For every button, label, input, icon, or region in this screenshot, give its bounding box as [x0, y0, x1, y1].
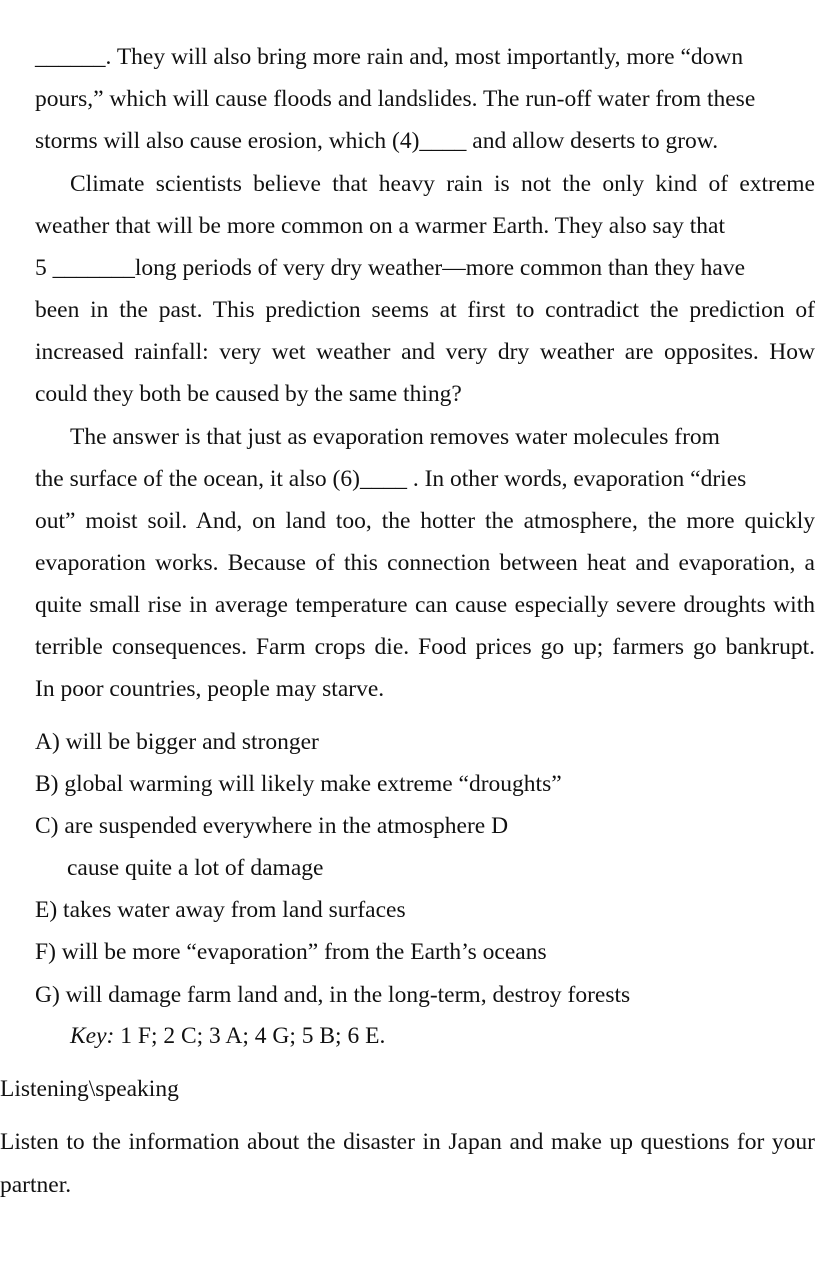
section-heading: Listening\speaking	[0, 1076, 179, 1102]
instruction-line: partner.	[0, 1172, 72, 1198]
option-e: E) takes water away from land surfaces	[35, 897, 406, 923]
option-b: B) global warming will likely make extreme “droughts”	[35, 771, 562, 797]
passage-line: In poor countries, people may starve.	[35, 676, 385, 702]
passage-line: been in the past. This prediction seems at first to contradict the prediction of	[35, 297, 815, 323]
passage-line: the surface of the ocean, it also (6)____ . In other words, evaporation “dries	[35, 466, 747, 492]
passage-line: evaporation works. Because of this connection between heat and evaporation, a	[35, 550, 815, 576]
passage-line: pours,” which will cause floods and landslides. The run-off water from these	[35, 86, 756, 112]
passage-line: Climate scientists believe that heavy rain is not the only kind of extreme	[70, 171, 815, 197]
option-c: C) are suspended everywhere in the atmosphere D	[35, 813, 509, 839]
passage-line: could they both be caused by the same thing?	[35, 381, 462, 407]
option-a: A) will be bigger and stronger	[35, 729, 319, 755]
passage-line: weather that will be more common on a warmer Earth. They also say that	[35, 213, 725, 239]
passage-line: storms will also cause erosion, which (4)____ and allow deserts to grow.	[35, 128, 719, 154]
instruction-line: Listen to the information about the disaster in Japan and make up questions for your	[0, 1129, 815, 1155]
passage-line: ______. They will also bring more rain and, most importantly, more “down	[35, 44, 744, 70]
passage-line: quite small rise in average temperature can cause especially severe droughts with	[35, 592, 815, 618]
answer-key	[70, 1021, 385, 1051]
key-label: Key:	[70, 1023, 115, 1049]
passage-line: increased rainfall: very wet weather and very dry weather are opposites. How	[35, 339, 815, 365]
passage-line: The answer is that just as evaporation removes water molecules from	[70, 424, 720, 450]
option-g: G) will damage farm land and, in the long-term, destroy forests	[35, 982, 631, 1008]
key-answers: 1 F; 2 C; 3 A; 4 G; 5 B; 6 E.	[114, 1023, 386, 1049]
passage-line: out” moist soil. And, on land too, the hotter the atmosphere, the more quickly	[35, 508, 815, 534]
passage-line: terrible consequences. Farm crops die. Food prices go up; farmers go bankrupt.	[35, 634, 815, 660]
option-d: cause quite a lot of damage	[67, 855, 324, 881]
passage-line: 5 _______long periods of very dry weather—more common than they have	[35, 255, 746, 281]
option-f: F) will be more “evaporation” from the Earth’s oceans	[35, 939, 547, 965]
